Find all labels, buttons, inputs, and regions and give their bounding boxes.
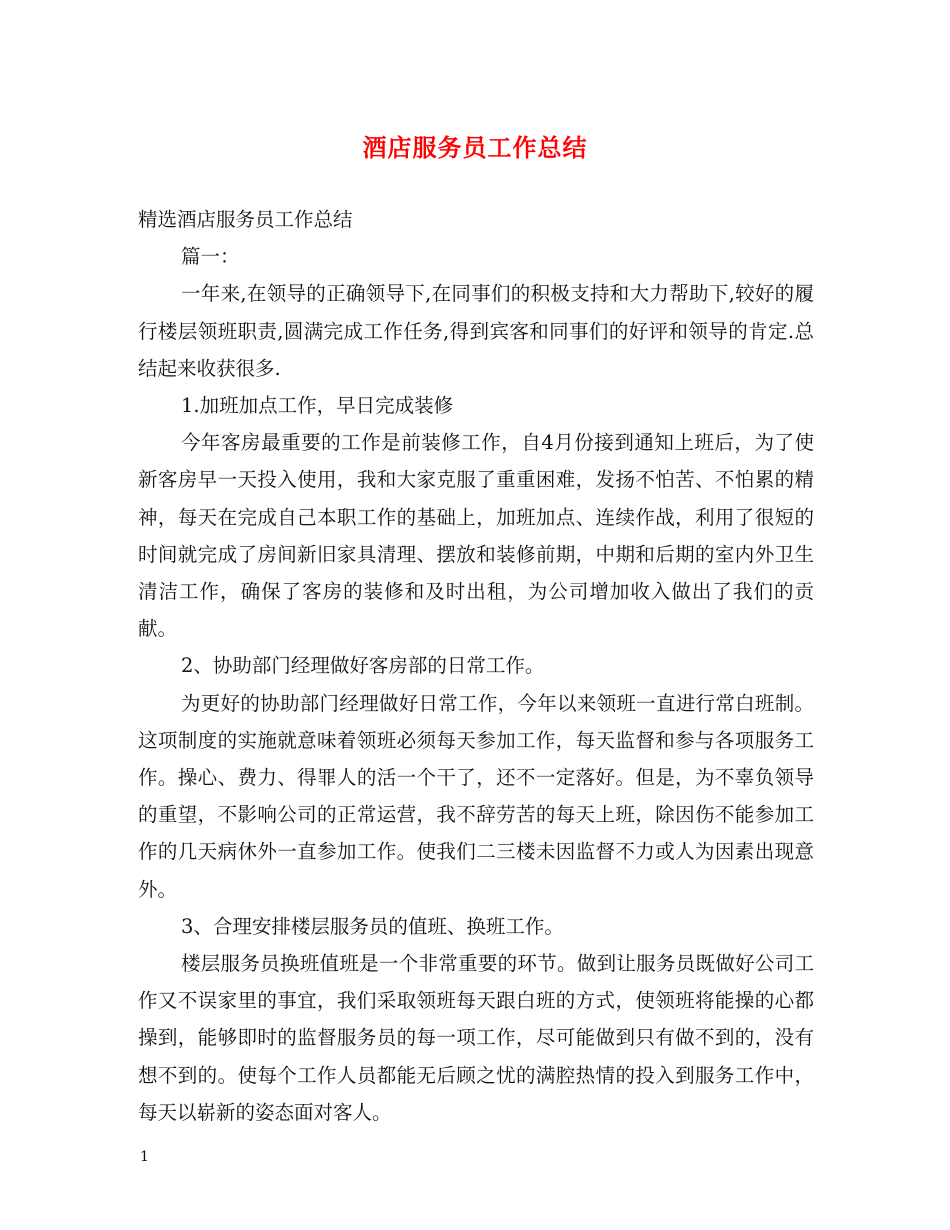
- page-number: 1: [140, 1149, 149, 1165]
- document-title: 酒店服务员工作总结: [362, 133, 588, 162]
- document-subtitle: 精选酒店服务员工作总结: [138, 208, 353, 231]
- section-heading-2: 2、协助部门经理做好客房部的日常工作。: [181, 654, 545, 678]
- paragraph-intro: 一年来,在领导的正确领导下,在同事们的积极支持和大力帮助下,较好的履行楼层领班职责,圆满完成工作任务,得到宾客和同事们的好评和领导的肯定.总结起来收获很多.: [138, 282, 814, 380]
- paragraph-section-1: 今年客房最重要的工作是前装修工作，自4月份接到通知上班后，为了使新客房早一天投入使用，我和大家克服了重重困难，发扬不怕苦、不怕累的精神，每天在完成自己本职工作的基础上，加班加点、连续作战，利用了很短的时间就完成了房间新旧家具清理、摆放和装修前期，中期和后期的室内外卫生清洁工作，确保了客房的装修和及时出租，为公司增加收入做出了我们的贡献。: [138, 431, 814, 641]
- paragraph-section-3: 楼层服务员换班值班是一个非常重要的环节。做到让服务员既做好公司工作又不误家里的事宜，我们采取领班每天跟白班的方式，使领班将能操的心都操到，能够即时的监督服务员的每一项工作，尽可能做到只有做不到的，没有想不到的。使每个工作人员都能无后顾之忧的满腔热情的投入到服务工作中，每天以崭新的姿态面对客人。: [138, 952, 814, 1124]
- part-label: 篇一：: [181, 245, 240, 269]
- section-heading-3: 3、合理安排楼层服务员的值班、换班工作。: [181, 914, 564, 938]
- document-body: [138, 201, 814, 1131]
- paragraph-section-2: 为更好的协助部门经理做好日常工作，今年以来领班一直进行常白班制。这项制度的实施就意味着领班必须每天参加工作，每天监督和参与各项服务工作。操心、费力、得罪人的活一个干了，还不一定落好。但是，为不辜负领导的重望，不影响公司的正常运营，我不辞劳苦的每天上班，除因伤不能参加工作的几天病休外一直参加工作。使我们二三楼未因监督不力或人为因素出现意外。: [138, 691, 814, 901]
- section-heading-1: 1.加班加点工作，早日完成装修: [181, 394, 454, 418]
